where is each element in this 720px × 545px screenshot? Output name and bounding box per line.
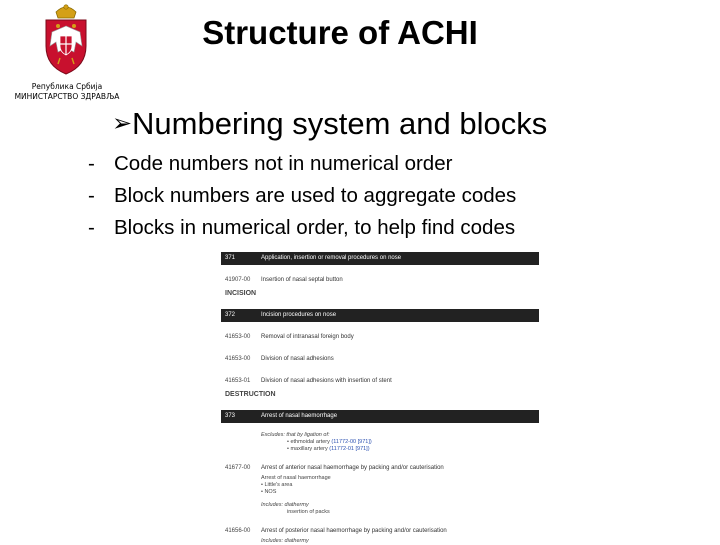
bullet-text: Code numbers not in numerical order [114,152,453,175]
bullet-text: Blocks in numerical order, to help find codes [114,216,516,239]
includes-note [221,502,539,509]
block-title: Incision procedures on nose [261,312,337,318]
org-line-2: МИНИСТАРСТВО ЗДРАВЉА [14,92,120,101]
procedure-code: 41907-00 [225,277,251,283]
ministry-label [2,82,132,102]
org-line-1: Република Србија [31,82,103,91]
procedure-description: Division of nasal adhesions [261,356,334,362]
includes-label: Includes: [261,502,284,508]
arrow-bullet-icon: ➢ [112,110,133,137]
procedure-code: 41653-01 [225,378,251,384]
procedure-description: Arrest of anterior nasal haemorrhage by packing and/or cauterisation [261,465,444,471]
includes-note [221,538,539,545]
code-row [221,375,539,388]
block-header-row [221,410,539,423]
dash-marker: - [88,216,95,239]
procedure-code: 41653-00 [225,356,251,362]
block-title: Arrest of nasal haemorrhage [261,413,338,419]
block-number: 373 [225,413,236,419]
serbia-coat-of-arms-logo [38,2,94,78]
bullet-item [88,212,516,244]
code-row [221,353,539,366]
dash-marker: - [88,184,95,207]
block-number: 372 [225,312,236,318]
section-heading: DESTRUCTION [225,391,276,398]
bullet-text: Block numbers are used to aggregate codes [114,184,517,207]
includes-text-2: insertion of packs [287,509,330,515]
heading-text: Numbering system and blocks [132,106,548,141]
inclusion-term: • Little's area [261,482,293,488]
slide-heading [112,106,547,142]
includes-text: diathermy [284,538,309,544]
procedure-description: Insertion of nasal septal button [261,277,343,283]
code-row [221,274,539,287]
inclusion-term: • NOS [261,489,277,495]
section-heading: INCISION [225,290,257,297]
block-title: Application, insertion or removal procedures on nose [261,255,402,261]
inclusion-term: Arrest of nasal haemorrhage [261,475,331,481]
procedure-description: Division of nasal adhesions with insertion of stent [261,378,392,384]
achi-tabular-list-image [221,252,539,544]
excludes-item: • ethmoidal artery (11772-00 [971]) [287,439,372,445]
bullet-item [88,148,516,180]
code-row [221,462,539,475]
excludes-item: • maxillary artery (11772-01 [971]) [287,446,370,452]
block-number: 371 [225,255,236,261]
bullet-item [88,180,516,212]
code-row [221,525,539,538]
excludes-note [221,432,539,439]
procedure-code: 41677-00 [225,465,251,471]
procedure-code: 41656-00 [225,528,251,534]
slide-title: Structure of ACHI [202,14,478,51]
includes-text: diathermy [284,502,309,508]
procedure-description: Arrest of posterior nasal haemorrhage by packing and/or cauterisation [261,528,447,534]
dash-marker: - [88,152,95,175]
block-header-row [221,309,539,322]
procedure-code: 41653-00 [225,334,251,340]
excludes-text: that by ligation of: [286,432,330,438]
code-row [221,331,539,344]
block-header-row [221,252,539,265]
procedure-description: Removal of intranasal foreign body [261,334,354,340]
includes-label: Includes: [261,538,284,544]
excludes-label: Excludes: [261,432,285,438]
bullet-list [88,148,516,244]
